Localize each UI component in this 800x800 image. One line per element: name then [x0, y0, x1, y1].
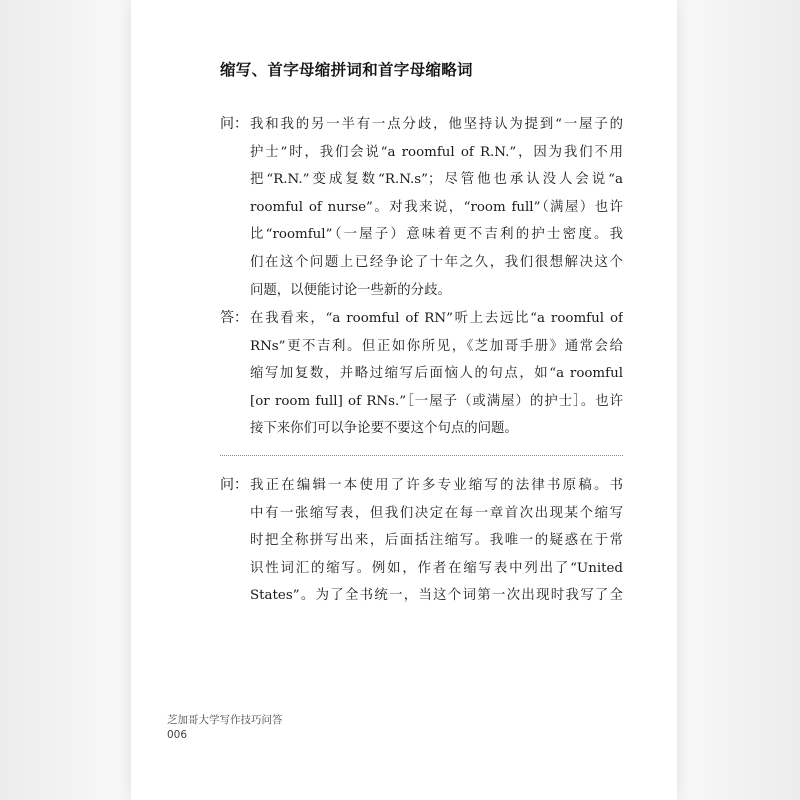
running-book-title: 芝加哥大学写作技巧问答 — [167, 714, 283, 726]
question-text — [250, 111, 623, 304]
text-line: 比“roomful”（一屋子）意味着更不吉利的护士密度。我 — [250, 227, 623, 243]
text-line: 识性词汇的缩写。例如，作者在缩写表中列出了“United — [250, 560, 623, 576]
text-line: States”。为了全书统一，当这个词第一次出现时我写了全 — [250, 588, 623, 604]
section-title: 缩写、首字母缩拼词和首字母缩略词 — [220, 61, 473, 79]
text-line: 中有一张缩写表，但我们决定在每一章首次出现某个缩写 — [250, 505, 623, 521]
book-page — [131, 0, 677, 800]
question-block-2 — [220, 472, 623, 610]
text-line: 我正在编辑一本使用了许多专业缩写的法律书原稿。书 — [250, 478, 623, 493]
page-number: 006 — [167, 729, 188, 741]
text-line: 缩写加复数，并略过缩写后面恼人的句点，如“a roomful — [250, 366, 623, 382]
text-line: 时把全称拼写出来，后面括注缩写。我唯一的疑惑在于常 — [250, 533, 623, 549]
text-line: RNs”更不吉利。但正如你所见，《芝加哥手册》通常会给 — [250, 338, 623, 354]
question-label: 问： — [220, 116, 248, 132]
text-line: 把“R.N.”变成复数“R.N.s”；尽管他也承认没人会说“a — [250, 172, 623, 188]
question-label: 问： — [220, 477, 248, 493]
text-line: [or room full] of RNs.”［一屋子（或满屋）的护士］。也许 — [250, 393, 623, 409]
text-line: 护士”时，我们会说“a roomful of R.N.”，因为我们不用 — [250, 144, 623, 160]
text-line: 我和我的另一半有一点分歧，他坚持认为提到“一屋子的 — [250, 117, 623, 132]
page-footer — [167, 713, 283, 743]
question-block-1 — [220, 111, 623, 304]
answer-block-1 — [220, 305, 623, 443]
text-line: 们在这个问题上已经争论了十年之久，我们很想解决这个 — [250, 254, 623, 270]
answer-label: 答： — [220, 310, 248, 326]
dotted-divider — [220, 455, 623, 456]
answer-text — [250, 305, 623, 443]
text-line: 接下来你们可以争论要不要这个句点的问题。 — [250, 421, 518, 437]
text-line: roomful of nurse”。对我来说，“room full”（满屋）也许 — [250, 199, 623, 215]
text-line: 在我看来，“a roomful of RN”听上去远比“a roomful of — [250, 311, 623, 326]
text-line: 问题，以便能讨论一些新的分歧。 — [250, 282, 451, 298]
question-text — [250, 472, 623, 610]
